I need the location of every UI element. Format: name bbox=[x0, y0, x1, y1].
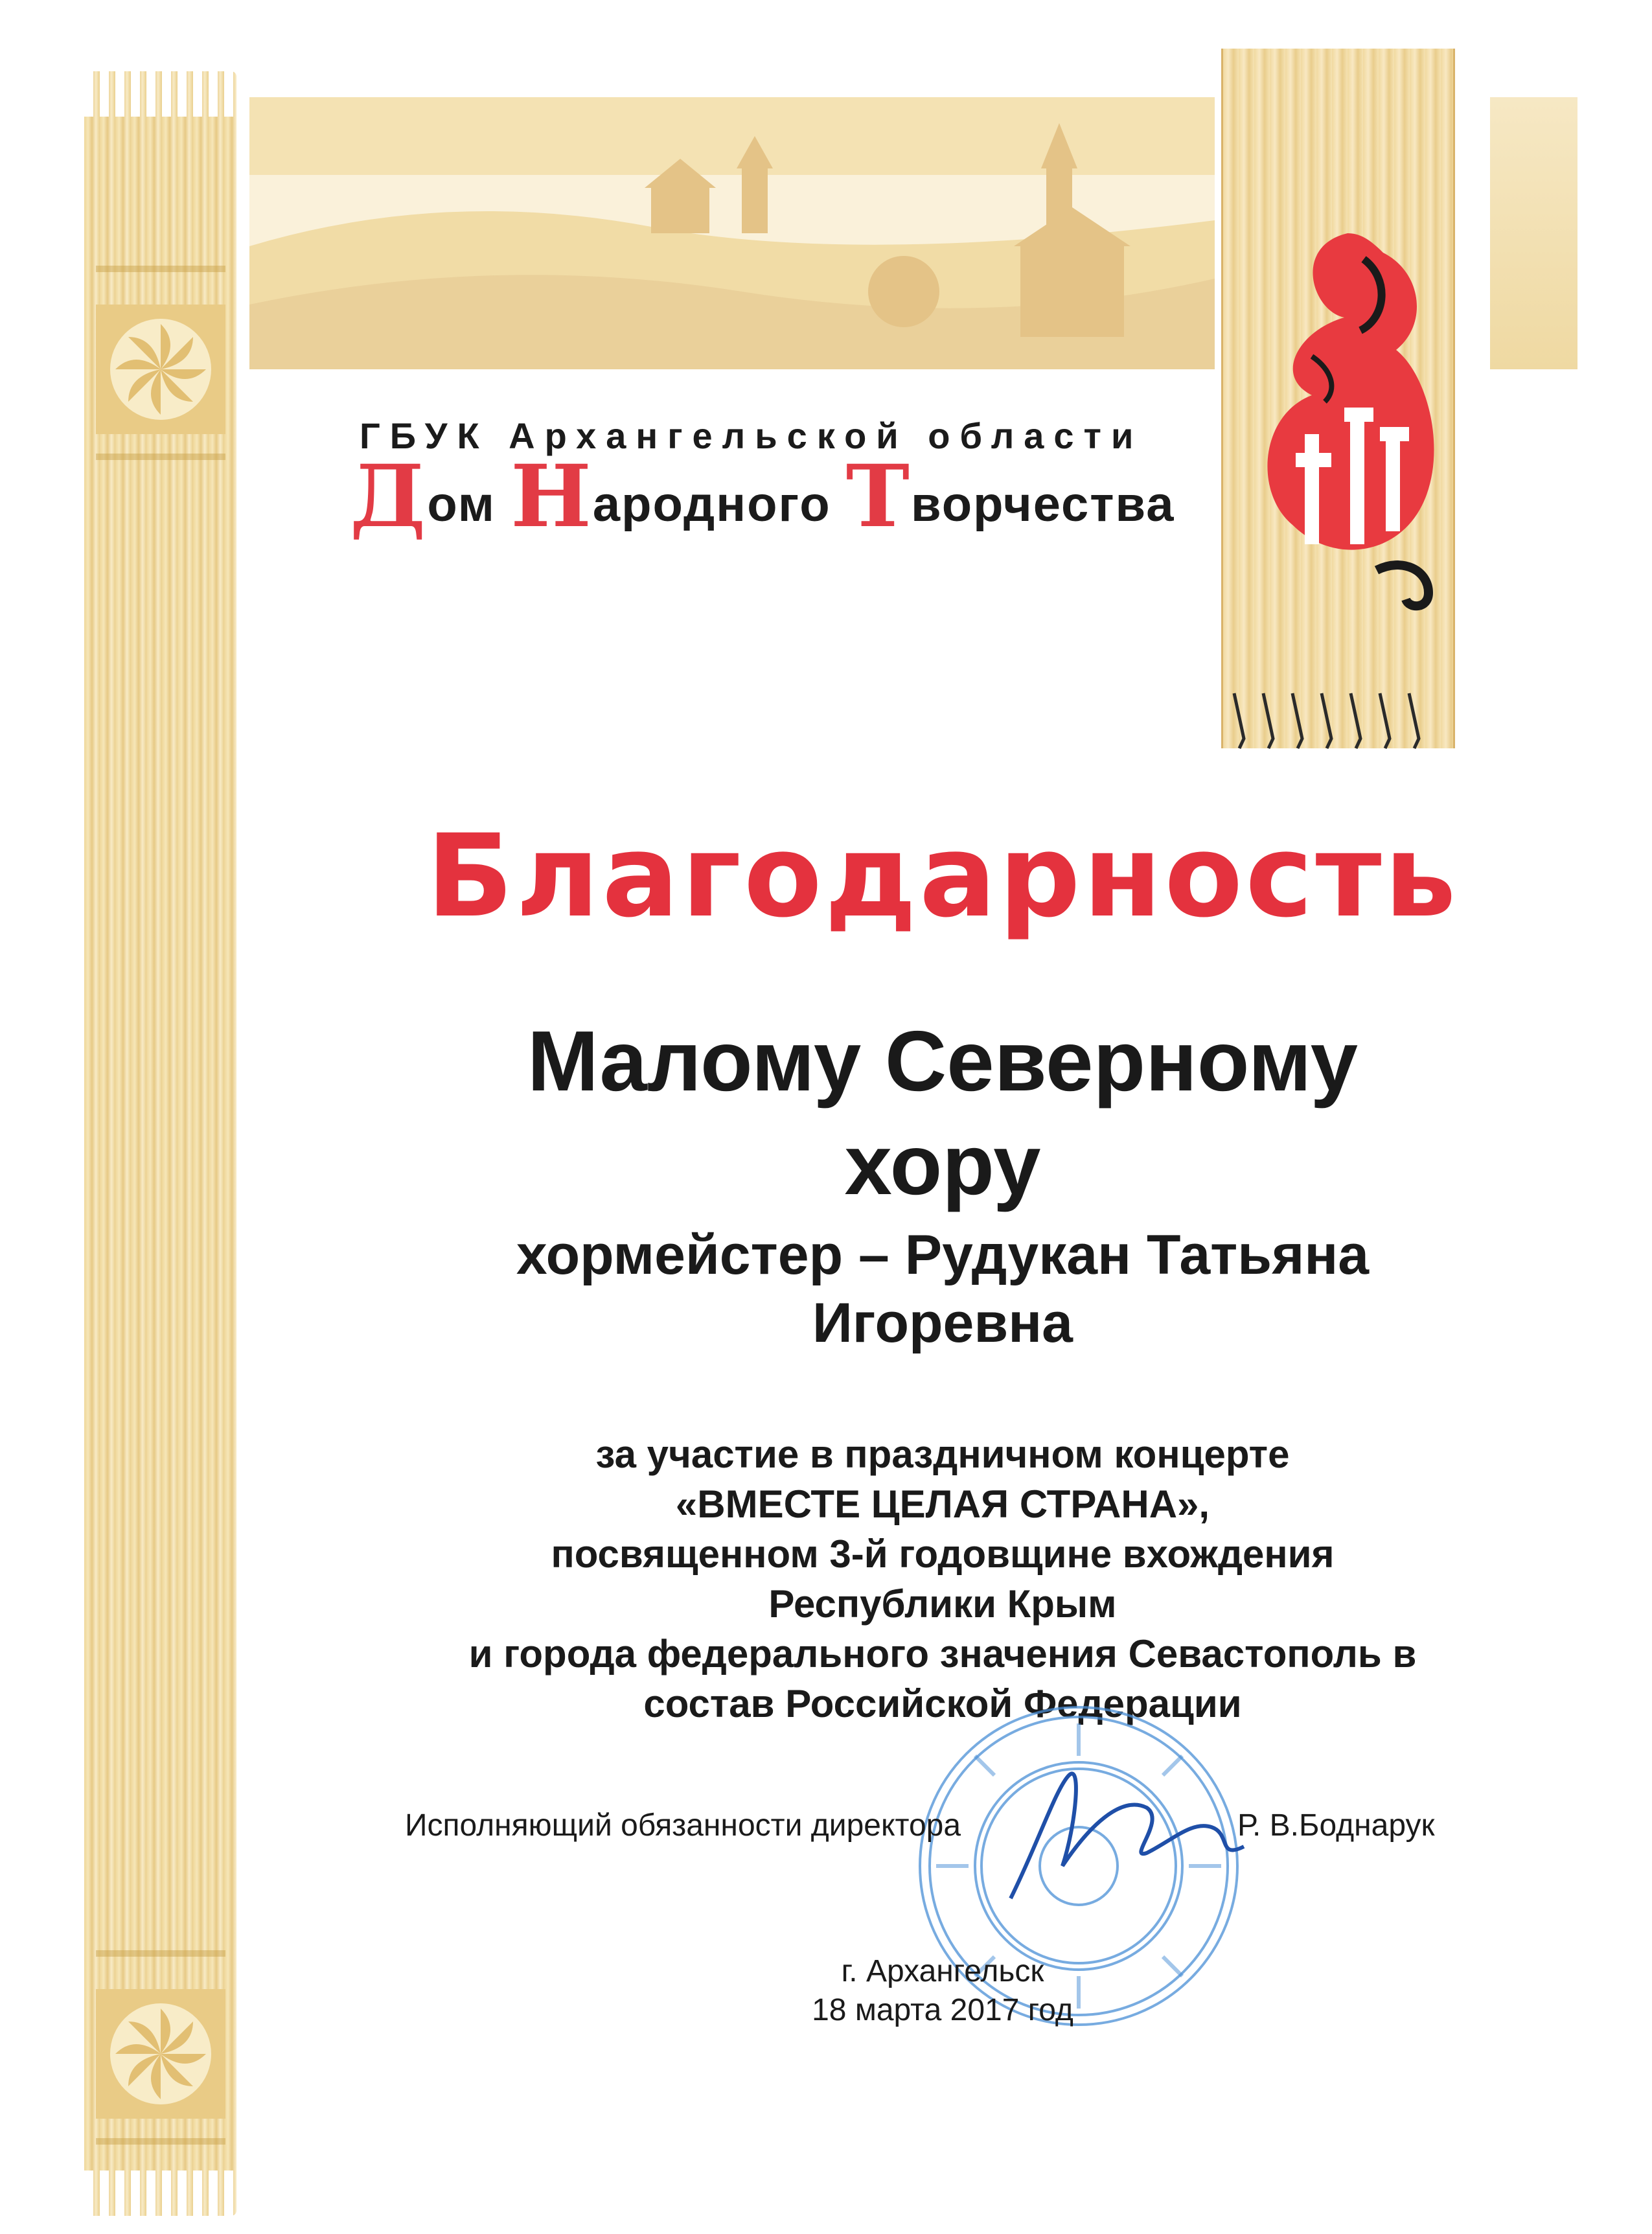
certificate-title: Благодарность bbox=[426, 810, 1459, 943]
recipient-line: Малому Северному bbox=[527, 1013, 1359, 1109]
date-line: 18 марта 2017 год bbox=[812, 1993, 1073, 2027]
border-notch bbox=[96, 454, 225, 460]
rosette-ornament-icon bbox=[96, 305, 225, 434]
reason-line: и города федерального значения Севастополь в bbox=[468, 1632, 1417, 1675]
city-line: г. Архангельск bbox=[841, 1954, 1044, 1988]
title-word: ворчества bbox=[910, 477, 1175, 532]
village-landscape-illustration bbox=[249, 97, 1215, 369]
border-notch bbox=[96, 266, 225, 272]
reason-line: за участие в праздничном концерте bbox=[595, 1433, 1290, 1476]
border-teeth-bottom bbox=[84, 2171, 236, 2216]
conductor-line: хормейстер – Рудукан Татьяна bbox=[516, 1224, 1370, 1286]
reason-line: посвященном 3-й годовщине вхождения bbox=[551, 1532, 1335, 1576]
initial-letter: Н bbox=[511, 446, 593, 547]
recipient-line: хору bbox=[844, 1117, 1041, 1212]
border-notch bbox=[96, 2138, 225, 2145]
reason-line: «ВМЕСТЕ ЦЕЛАЯ СТРАНА», bbox=[675, 1482, 1210, 1526]
reason-line: состав Российской Федерации bbox=[643, 1682, 1242, 1725]
left-wooden-border bbox=[84, 71, 236, 2216]
signature-icon bbox=[998, 1749, 1270, 1918]
signer-name: Р. В.Боднарук bbox=[1237, 1808, 1435, 1843]
house-of-folk-art-title bbox=[350, 446, 1192, 547]
border-teeth-top bbox=[84, 71, 236, 117]
dnt-logo-icon bbox=[1234, 220, 1448, 648]
initial-letter: Т bbox=[845, 446, 911, 547]
initial-letter: Д bbox=[350, 446, 428, 547]
title-word: ародного bbox=[592, 477, 846, 532]
signer-role: Исполняющий обязанности директора bbox=[405, 1808, 961, 1843]
rosette-ornament-icon bbox=[96, 1989, 225, 2119]
title-word: ом bbox=[427, 477, 511, 532]
plank-fringe bbox=[1221, 687, 1451, 752]
conductor-line: Игоревна bbox=[812, 1292, 1073, 1354]
landscape-right-fragment bbox=[1490, 97, 1577, 369]
organization-name: ГБУК Архангельской области bbox=[360, 415, 1143, 456]
border-notch bbox=[96, 1950, 225, 1957]
reason-line: Республики Крым bbox=[768, 1582, 1117, 1626]
